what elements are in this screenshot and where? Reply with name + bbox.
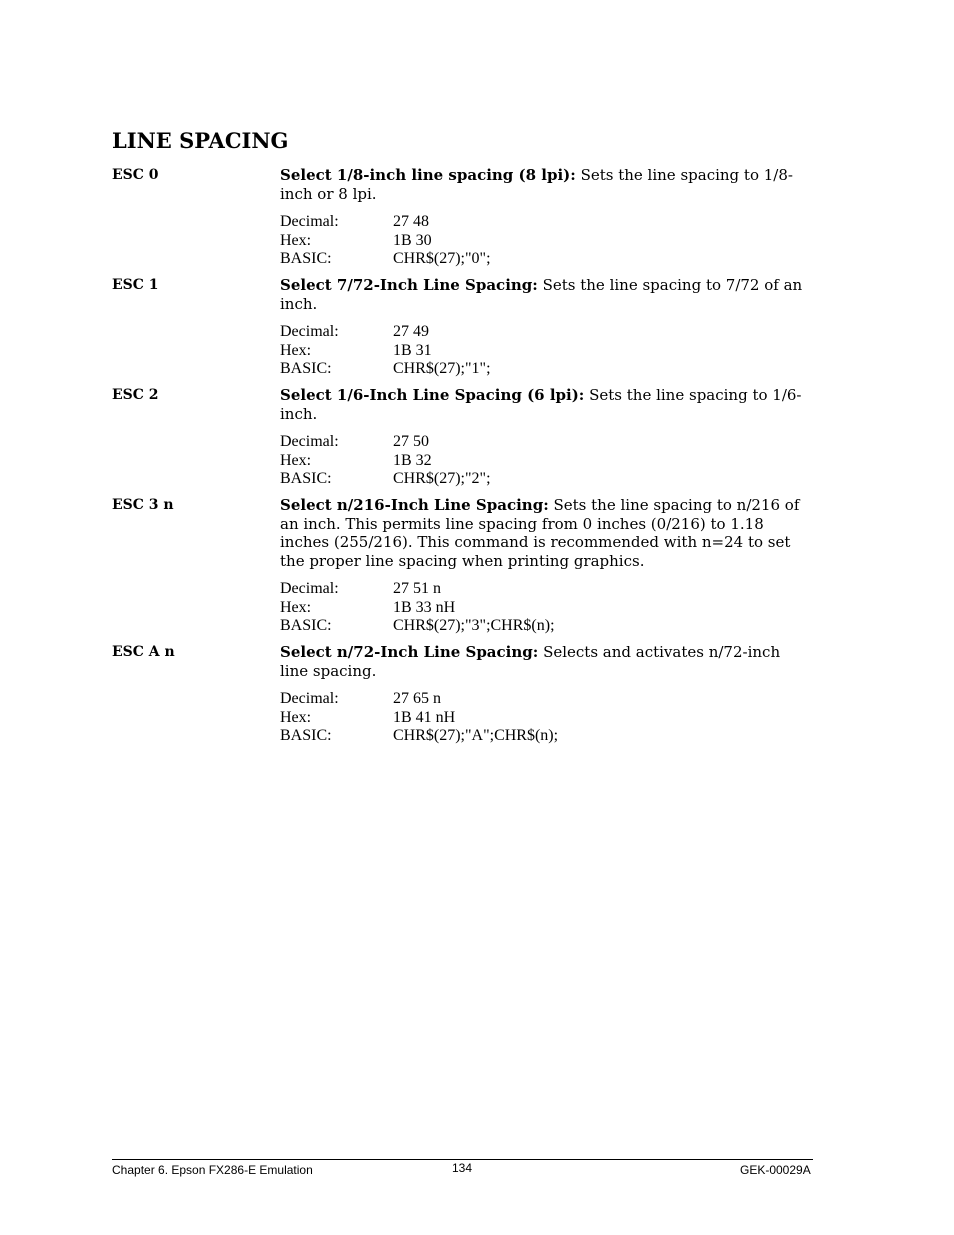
decimal-label: Decimal: <box>280 433 339 450</box>
decimal-row <box>280 323 700 342</box>
command-name: Select 1/6-Inch Line Spacing (6 lpi): <box>280 386 585 404</box>
decimal-label: Decimal: <box>280 213 339 230</box>
hex-row <box>280 342 700 361</box>
decimal-row <box>280 213 700 232</box>
command-description-esc-a-n <box>280 643 808 680</box>
hex-row <box>280 599 700 618</box>
command-codes-esc-a-n <box>280 690 700 746</box>
hex-row <box>280 232 700 251</box>
decimal-label: Decimal: <box>280 580 339 597</box>
hex-label: Hex: <box>280 598 312 616</box>
basic-label: BASIC: <box>280 360 332 377</box>
command-code-esc-0: ESC 0 <box>112 167 159 183</box>
command-text: Sets the line spacing to 1/8-inch or 8 lpi. <box>280 166 793 203</box>
command-name: Select n/72-Inch Line Spacing: <box>280 643 539 661</box>
basic-label: BASIC: <box>280 250 332 267</box>
decimal-row <box>280 580 700 599</box>
basic-label: BASIC: <box>280 727 332 744</box>
decimal-value: 27 50 <box>393 433 429 450</box>
decimal-value: 27 49 <box>393 323 429 340</box>
command-description-esc-3-n <box>280 496 808 570</box>
basic-row <box>280 250 700 269</box>
command-codes-esc-2 <box>280 433 700 489</box>
hex-row <box>280 452 700 471</box>
decimal-value: 27 51 n <box>393 580 441 597</box>
command-code-esc-2: ESC 2 <box>112 387 159 403</box>
footer-doc-id: GEK-00029A <box>740 1163 811 1177</box>
hex-label: Hex: <box>280 708 312 726</box>
hex-value: 1B 31 <box>393 341 432 359</box>
hex-label: Hex: <box>280 231 312 249</box>
decimal-row <box>280 433 700 452</box>
decimal-row <box>280 690 700 709</box>
command-text: Sets the line spacing to 1/6-inch. <box>280 386 802 423</box>
footer-chapter: Chapter 6. Epson FX286-E Emulation <box>112 1163 313 1177</box>
basic-row <box>280 617 700 636</box>
command-description-esc-1 <box>280 276 808 313</box>
basic-value: CHR$(27);"3";CHR$(n); <box>393 617 555 634</box>
basic-value: CHR$(27);"1"; <box>393 360 491 377</box>
command-text: Sets the line spacing to n/216 of an inch. This permits line spacing from 0 inches (0/216) to 1.18 inches (255/216). This command is recommended with n=24 to set the proper line spacing when printing graphics. <box>280 496 800 570</box>
command-code-esc-3-n: ESC 3 n <box>112 497 174 513</box>
command-codes-esc-0 <box>280 213 700 269</box>
command-codes-esc-3-n <box>280 580 700 636</box>
basic-row <box>280 360 700 379</box>
command-name: Select n/216-Inch Line Spacing: <box>280 496 549 514</box>
command-name: Select 7/72-Inch Line Spacing: <box>280 276 538 294</box>
command-description-esc-0 <box>280 166 808 203</box>
command-name: Select 1/8-inch line spacing (8 lpi): <box>280 166 576 184</box>
basic-row <box>280 470 700 489</box>
decimal-value: 27 48 <box>393 213 429 230</box>
command-text: Selects and activates n/72-inch line spacing. <box>280 643 781 680</box>
basic-label: BASIC: <box>280 617 332 634</box>
basic-value: CHR$(27);"A";CHR$(n); <box>393 727 559 744</box>
footer-divider <box>112 1159 813 1160</box>
command-text: Sets the line spacing to 7/72 of an inch. <box>280 276 803 313</box>
hex-value: 1B 30 <box>393 231 432 249</box>
hex-label: Hex: <box>280 341 312 359</box>
command-codes-esc-1 <box>280 323 700 379</box>
hex-value: 1B 41 nH <box>393 708 456 726</box>
command-code-esc-a-n: ESC A n <box>112 644 175 660</box>
hex-value: 1B 33 nH <box>393 598 456 616</box>
hex-value: 1B 32 <box>393 451 432 469</box>
basic-label: BASIC: <box>280 470 332 487</box>
command-code-esc-1: ESC 1 <box>112 277 159 293</box>
decimal-label: Decimal: <box>280 323 339 340</box>
decimal-value: 27 65 n <box>393 690 441 707</box>
basic-value: CHR$(27);"2"; <box>393 470 491 487</box>
basic-row <box>280 727 700 746</box>
decimal-label: Decimal: <box>280 690 339 707</box>
footer-page-number: 134 <box>452 1161 473 1175</box>
hex-label: Hex: <box>280 451 312 469</box>
hex-row <box>280 709 700 728</box>
basic-value: CHR$(27);"0"; <box>393 250 491 267</box>
command-description-esc-2 <box>280 386 808 423</box>
section-title: LINE SPACING <box>112 128 289 153</box>
